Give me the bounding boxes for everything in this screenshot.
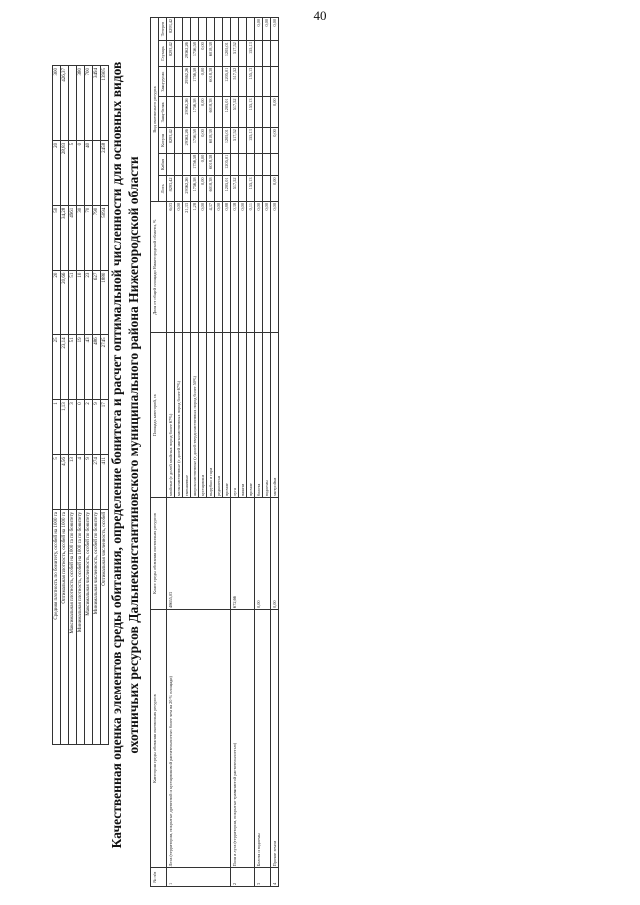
species-value: [271, 153, 279, 176]
species-value: [271, 41, 279, 67]
row-area: 0,00: [255, 498, 271, 610]
density-value: 300: [53, 66, 61, 141]
row-category: Поля и луга (территории, покрытые травянистой растительностью): [231, 609, 255, 867]
species-value: 8293,42: [167, 18, 175, 41]
row-no: 1: [167, 868, 231, 887]
row-sub-area: 0,00: [263, 202, 271, 333]
species-value: 1756,58: [191, 66, 199, 97]
row-category: Болота и водоемы: [255, 609, 271, 867]
density-value: 5094: [101, 205, 109, 270]
species-value: [191, 18, 199, 41]
density-value: 790: [93, 205, 101, 270]
density-value: 1: [53, 400, 61, 455]
density-value: 43: [85, 335, 93, 400]
density-value: 5: [53, 455, 61, 510]
density-value: 411: [101, 455, 109, 510]
species-value: [239, 128, 247, 154]
species-value: 6018,38: [207, 41, 215, 67]
row-sub-area: 0,00: [215, 202, 223, 333]
species-value: 6018,38: [207, 66, 215, 97]
species-value: 8293,42: [167, 128, 175, 154]
row-habitat: луга: [231, 333, 239, 498]
species-value: [183, 153, 191, 176]
species-value: 1205,01: [223, 66, 231, 97]
density-value: 20: [53, 270, 61, 335]
density-value: [69, 66, 77, 141]
species-value: [215, 41, 223, 67]
species-value: [255, 128, 263, 154]
species-value: 155,13: [247, 97, 255, 128]
density-value: 51: [69, 335, 77, 400]
row-no: 3: [255, 868, 271, 887]
species-value: 0,00: [271, 18, 279, 41]
row-category: Прочие земли: [271, 609, 279, 867]
density-value: 274: [93, 455, 101, 510]
species-value: [239, 153, 247, 176]
species-value: [175, 153, 183, 176]
row-habitat: смешанные: [183, 333, 191, 498]
col-species: Косуля: [159, 128, 167, 154]
density-row: [93, 66, 101, 745]
species-value: [167, 153, 175, 176]
species-value: [239, 176, 247, 202]
species-value: [255, 176, 263, 202]
table-row: [255, 18, 263, 887]
row-habitat: водоемы: [263, 333, 271, 498]
species-value: [239, 66, 247, 97]
row-sub-area: 0,88: [223, 202, 231, 333]
species-value: 1205,01: [223, 153, 231, 176]
species-value: [239, 41, 247, 67]
species-value: [247, 153, 255, 176]
density-label: Максимальная численность, особей по бонитету: [85, 510, 93, 745]
species-value: 1756,58: [191, 41, 199, 67]
page-number: 40: [313, 8, 327, 23]
density-value: 2458: [101, 140, 109, 205]
density-value: 13: [69, 455, 77, 510]
col-species: Тетерев: [159, 18, 167, 41]
species-value: 155,13: [247, 41, 255, 67]
row-area: 0,00: [271, 498, 279, 610]
density-value: 486: [93, 335, 101, 400]
row-sub-area: 0,38: [231, 202, 239, 333]
species-value: 29362,26: [183, 97, 191, 128]
density-value: 627: [93, 270, 101, 335]
species-value: [175, 18, 183, 41]
species-value: 8293,42: [167, 176, 175, 202]
density-value: 0: [77, 400, 85, 455]
species-value: [263, 153, 271, 176]
density-row: [85, 66, 93, 745]
species-value: [255, 41, 263, 67]
row-sub-area: 21,33: [183, 202, 191, 333]
density-label: Минимальная численность, особей по бонитету: [93, 510, 101, 745]
density-value: 4: [77, 455, 85, 510]
row-habitat: пашни: [239, 333, 247, 498]
species-value: 0,00: [271, 97, 279, 128]
species-value: [231, 153, 239, 176]
species-value: [223, 18, 231, 41]
row-area: 48655,03: [167, 498, 231, 610]
species-value: 6018,38: [207, 176, 215, 202]
density-value: 25: [53, 335, 61, 400]
row-sub-area: 0,11: [247, 202, 255, 333]
density-value: 0: [77, 140, 85, 205]
row-sub-area: 0,00: [255, 202, 263, 333]
species-value: 0,00: [263, 18, 271, 41]
density-value: 20,66: [61, 270, 69, 335]
density-value: 4961: [69, 205, 77, 270]
table-row: [231, 18, 239, 887]
species-value: 6018,38: [207, 97, 215, 128]
density-value: 40: [85, 140, 93, 205]
species-value: [215, 18, 223, 41]
density-value: 4,56: [61, 455, 69, 510]
row-habitat: хвойные (с долей хвойных пород более 67%): [167, 333, 175, 498]
species-value: [207, 18, 215, 41]
species-value: 517,52: [231, 128, 239, 154]
row-sub-area: 1,28: [191, 202, 199, 333]
species-value: 0,00: [199, 153, 207, 176]
col-species: Заяц-русак: [159, 66, 167, 97]
species-value: [255, 66, 263, 97]
species-value: 8293,42: [167, 41, 175, 67]
density-value: 3: [69, 400, 77, 455]
density-value: 1880: [101, 270, 109, 335]
species-value: 1205,01: [223, 97, 231, 128]
density-value: 20: [53, 140, 61, 205]
species-value: [239, 97, 247, 128]
density-value: 700: [85, 66, 93, 141]
species-value: [255, 153, 263, 176]
table-row: [271, 18, 279, 887]
row-habitat: вырубки и гари: [207, 333, 215, 498]
row-habitat: кустарники: [199, 333, 207, 498]
species-value: [239, 18, 247, 41]
species-value: 0,00: [199, 128, 207, 154]
species-value: 1756,58: [191, 97, 199, 128]
density-table: [52, 65, 109, 745]
density-value: 380: [77, 66, 85, 141]
species-value: [215, 128, 223, 154]
species-value: 29362,26: [183, 176, 191, 202]
row-no: 2: [231, 868, 255, 887]
species-value: 517,52: [231, 66, 239, 97]
species-value: [199, 18, 207, 41]
species-value: 0,00: [255, 18, 263, 41]
species-value: 0,00: [199, 41, 207, 67]
species-value: [263, 128, 271, 154]
row-habitat: широколиственные (с долей твердолиственных пород более 50%): [191, 333, 199, 498]
species-value: 1756,58: [191, 128, 199, 154]
density-value: 13905: [101, 66, 109, 141]
species-value: [247, 18, 255, 41]
col-species: Заяц-беляк: [159, 97, 167, 128]
species-value: [231, 18, 239, 41]
species-value: 6018,38: [207, 128, 215, 154]
species-value: [167, 97, 175, 128]
density-value: 51: [69, 270, 77, 335]
species-value: 29362,26: [183, 128, 191, 154]
row-area: 672,66: [231, 498, 255, 610]
species-value: 155,13: [247, 176, 255, 202]
row-sub-area: 6,03: [167, 202, 175, 333]
density-value: 1,13: [61, 400, 69, 455]
species-value: [215, 176, 223, 202]
density-row: [69, 66, 77, 745]
row-habitat: прочие: [247, 333, 255, 498]
row-habitat: болота: [255, 333, 263, 498]
species-value: 1756,58: [191, 176, 199, 202]
species-value: 1205,01: [223, 176, 231, 202]
density-value: 19: [77, 335, 85, 400]
document-title: Качественная оценка элементов среды обитания, определение бонитета и расчет оптимальной численности для основных видов охотничьих ресурсов Дальнеконстантиновского муниципального района Нижегородской области: [109, 61, 141, 849]
density-value: 9: [93, 400, 101, 455]
density-value: 34,28: [61, 205, 69, 270]
species-value: [167, 66, 175, 97]
species-value: [175, 176, 183, 202]
density-value: 23,14: [61, 335, 69, 400]
species-value: [215, 66, 223, 97]
density-label: Оптимальная численность, особей: [101, 510, 109, 745]
species-value: [271, 66, 279, 97]
density-label: Максимальная плотность, особей на 1000 га по бонитету: [69, 510, 77, 745]
species-value: 0,00: [199, 66, 207, 97]
species-value: 29362,26: [183, 41, 191, 67]
row-sub-area: 0,00: [175, 202, 183, 333]
density-label: Средняя плотность по бонитету, особей на 1000 га: [53, 510, 61, 745]
density-value: 9: [85, 455, 93, 510]
species-value: 1756,58: [191, 153, 199, 176]
table-row: [167, 18, 175, 887]
density-value: 30: [77, 205, 85, 270]
col-area: Площадь категорий, га: [151, 333, 167, 498]
col-category: Категория среды обитания охотничьих ресурсов: [151, 609, 167, 867]
density-row: [53, 66, 61, 745]
density-value: 2: [85, 400, 93, 455]
species-value: 6018,38: [207, 153, 215, 176]
species-value: 0,00: [271, 128, 279, 154]
species-value: 1205,01: [223, 128, 231, 154]
species-value: 0,00: [199, 176, 207, 202]
col-share: Доля от общей площади Нижегородской области, %: [151, 202, 167, 333]
density-value: 5: [69, 140, 77, 205]
density-value: 17: [101, 400, 109, 455]
species-value: 1205,01: [223, 41, 231, 67]
species-value: [263, 97, 271, 128]
density-row: [77, 66, 85, 745]
species-value: 517,52: [231, 41, 239, 67]
row-habitat: мелколиственные (с долей мягколиственных пород более 67%): [175, 333, 183, 498]
row-sub-area: 0,00: [239, 202, 247, 333]
row-habitat: редколесья: [215, 333, 223, 498]
col-species: Глухарь: [159, 41, 167, 67]
species-value: [215, 153, 223, 176]
density-value: 10: [77, 270, 85, 335]
species-value: [263, 41, 271, 67]
density-label: Минимальная плотность, особей на 1000 га по бонитету: [77, 510, 85, 745]
row-habitat: прочие: [223, 333, 231, 498]
species-value: [175, 41, 183, 67]
species-value: [263, 66, 271, 97]
species-value: [255, 97, 263, 128]
species-value: [215, 97, 223, 128]
species-value: [175, 97, 183, 128]
density-value: 3494: [93, 66, 101, 141]
species-value: 0,00: [199, 97, 207, 128]
species-value: 155,13: [247, 128, 255, 154]
density-value: 70: [85, 205, 93, 270]
species-value: [263, 176, 271, 202]
species-value: [183, 18, 191, 41]
density-value: 23: [85, 270, 93, 335]
species-value: 29362,26: [183, 66, 191, 97]
col-species: Лось: [159, 176, 167, 202]
row-no: 4: [271, 868, 279, 887]
col-habitat: Класс среды обитания охотничьих ресурсов: [151, 498, 167, 610]
row-habitat: застройки: [271, 333, 279, 498]
row-sub-area: 4,37: [207, 202, 215, 333]
density-label: Оптимальная плотность, особей на 1000 га: [61, 510, 69, 745]
species-value: 0,00: [271, 176, 279, 202]
col-species: Кабан: [159, 153, 167, 176]
col-no: № п/п: [151, 868, 167, 887]
row-sub-area: 0,00: [199, 202, 207, 333]
row-category: Леса (территории, покрытые древесной и кустарниковой растительностью более чем на 20 % площади): [167, 609, 231, 867]
habitat-assessment-table: [150, 17, 279, 887]
density-value: [93, 140, 101, 205]
density-value: 426,37: [61, 66, 69, 141]
species-value: [175, 128, 183, 154]
col-species-group: Вид охотничьего ресурса: [151, 18, 159, 202]
species-value: 517,52: [231, 176, 239, 202]
row-sub-area: 0,00: [271, 202, 279, 333]
density-row: [61, 66, 69, 745]
density-value: 28,83: [61, 140, 69, 205]
species-value: [175, 66, 183, 97]
density-value: 2745: [101, 335, 109, 400]
species-value: 155,13: [247, 66, 255, 97]
density-value: 50: [53, 205, 61, 270]
species-value: 517,52: [231, 97, 239, 128]
